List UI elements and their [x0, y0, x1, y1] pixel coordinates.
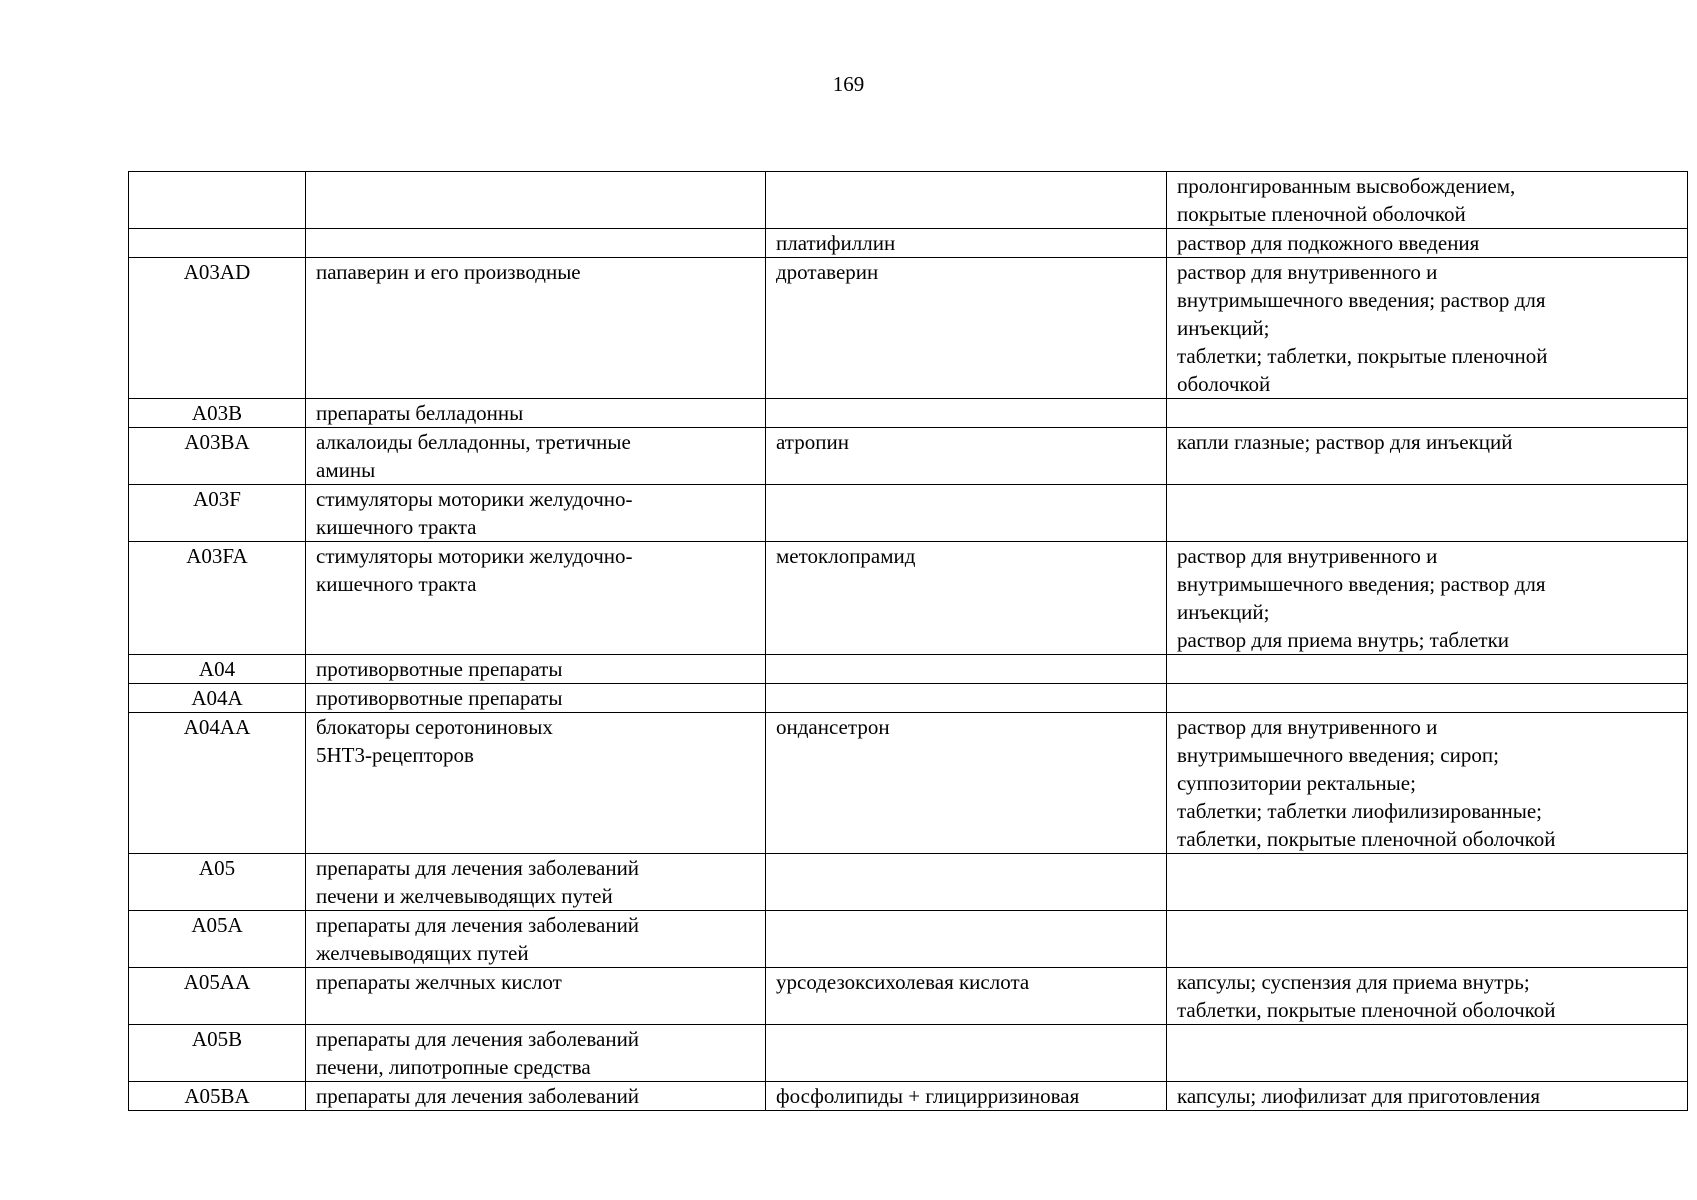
dosage-form-cell: раствор для внутривенного и внутримышечного введения; раствор для инъекций; таблетки; таблетки, покрытые пленочной оболочкой	[1167, 258, 1688, 399]
drug-name-cell: фосфолипиды + глицирризиновая	[766, 1082, 1167, 1111]
drug-name-cell	[766, 911, 1167, 968]
atc-group-cell: препараты для лечения заболеваний	[306, 1082, 766, 1111]
drug-name-cell	[766, 854, 1167, 911]
drug-name-cell	[766, 684, 1167, 713]
atc-group-cell	[306, 229, 766, 258]
table-row	[129, 1082, 1688, 1111]
dosage-form-cell	[1167, 911, 1688, 968]
drug-name-cell	[766, 399, 1167, 428]
dosage-form-cell	[1167, 684, 1688, 713]
dosage-form-cell	[1167, 854, 1688, 911]
atc-group-cell: препараты для лечения заболеваний желчевыводящих путей	[306, 911, 766, 968]
drug-name-cell: атропин	[766, 428, 1167, 485]
page-number: 169	[832, 72, 865, 96]
atc-group-cell: препараты белладонны	[306, 399, 766, 428]
dosage-form-cell	[1167, 485, 1688, 542]
atc-code-cell: A03FA	[129, 542, 306, 655]
table-row	[129, 1025, 1688, 1082]
dosage-form-cell: раствор для внутривенного и внутримышечного введения; сироп; суппозитории ректальные; таблетки; таблетки лиофилизированные; таблетки, покрытые пленочной оболочкой	[1167, 713, 1688, 854]
atc-code-cell: A04	[129, 655, 306, 684]
table-row	[129, 655, 1688, 684]
atc-group-cell: препараты для лечения заболеваний печени, липотропные средства	[306, 1025, 766, 1082]
drug-name-cell: метоклопрамид	[766, 542, 1167, 655]
dosage-form-cell	[1167, 399, 1688, 428]
atc-code-cell: A04AA	[129, 713, 306, 854]
table-row	[129, 258, 1688, 399]
atc-code-cell	[129, 172, 306, 229]
table-row	[129, 713, 1688, 854]
table-row	[129, 968, 1688, 1025]
atc-group-cell: стимуляторы моторики желудочно- кишечного тракта	[306, 485, 766, 542]
atc-group-cell: блокаторы серотониновых 5HT3-рецепторов	[306, 713, 766, 854]
drug-name-cell	[766, 485, 1167, 542]
atc-code-cell: A05	[129, 854, 306, 911]
table-row	[129, 172, 1688, 229]
atc-group-cell: папаверин и его производные	[306, 258, 766, 399]
table-row	[129, 854, 1688, 911]
table-row	[129, 485, 1688, 542]
table-row	[129, 428, 1688, 485]
atc-code-cell: A05A	[129, 911, 306, 968]
atc-group-cell: алкалоиды белладонны, третичные амины	[306, 428, 766, 485]
atc-code-cell: A05B	[129, 1025, 306, 1082]
medication-table	[128, 171, 1688, 1111]
drug-name-cell: платифиллин	[766, 229, 1167, 258]
table-row	[129, 229, 1688, 258]
dosage-form-cell: пролонгированным высвобождением, покрытые пленочной оболочкой	[1167, 172, 1688, 229]
dosage-form-cell: раствор для внутривенного и внутримышечного введения; раствор для инъекций; раствор для приема внутрь; таблетки	[1167, 542, 1688, 655]
atc-code-cell: A03F	[129, 485, 306, 542]
medication-table-body	[129, 172, 1688, 1111]
atc-code-cell: A05BA	[129, 1082, 306, 1111]
table-row	[129, 399, 1688, 428]
table-row	[129, 684, 1688, 713]
drug-name-cell: ондансетрон	[766, 713, 1167, 854]
atc-group-cell: препараты для лечения заболеваний печени и желчевыводящих путей	[306, 854, 766, 911]
atc-code-cell: A03BA	[129, 428, 306, 485]
drug-name-cell	[766, 172, 1167, 229]
atc-group-cell: противорвотные препараты	[306, 655, 766, 684]
atc-group-cell: препараты желчных кислот	[306, 968, 766, 1025]
dosage-form-cell	[1167, 1025, 1688, 1082]
drug-name-cell: дротаверин	[766, 258, 1167, 399]
atc-code-cell	[129, 229, 306, 258]
atc-group-cell: стимуляторы моторики желудочно- кишечного тракта	[306, 542, 766, 655]
atc-code-cell: A03AD	[129, 258, 306, 399]
drug-name-cell	[766, 655, 1167, 684]
atc-code-cell: A03B	[129, 399, 306, 428]
atc-group-cell	[306, 172, 766, 229]
dosage-form-cell: капсулы; суспензия для приема внутрь; таблетки, покрытые пленочной оболочкой	[1167, 968, 1688, 1025]
drug-name-cell: урсодезоксихолевая кислота	[766, 968, 1167, 1025]
table-row	[129, 542, 1688, 655]
dosage-form-cell: капли глазные; раствор для инъекций	[1167, 428, 1688, 485]
atc-code-cell: A04A	[129, 684, 306, 713]
atc-code-cell: A05AA	[129, 968, 306, 1025]
dosage-form-cell	[1167, 655, 1688, 684]
atc-group-cell: противорвотные препараты	[306, 684, 766, 713]
drug-name-cell	[766, 1025, 1167, 1082]
dosage-form-cell: раствор для подкожного введения	[1167, 229, 1688, 258]
table-row	[129, 911, 1688, 968]
dosage-form-cell: капсулы; лиофилизат для приготовления	[1167, 1082, 1688, 1111]
